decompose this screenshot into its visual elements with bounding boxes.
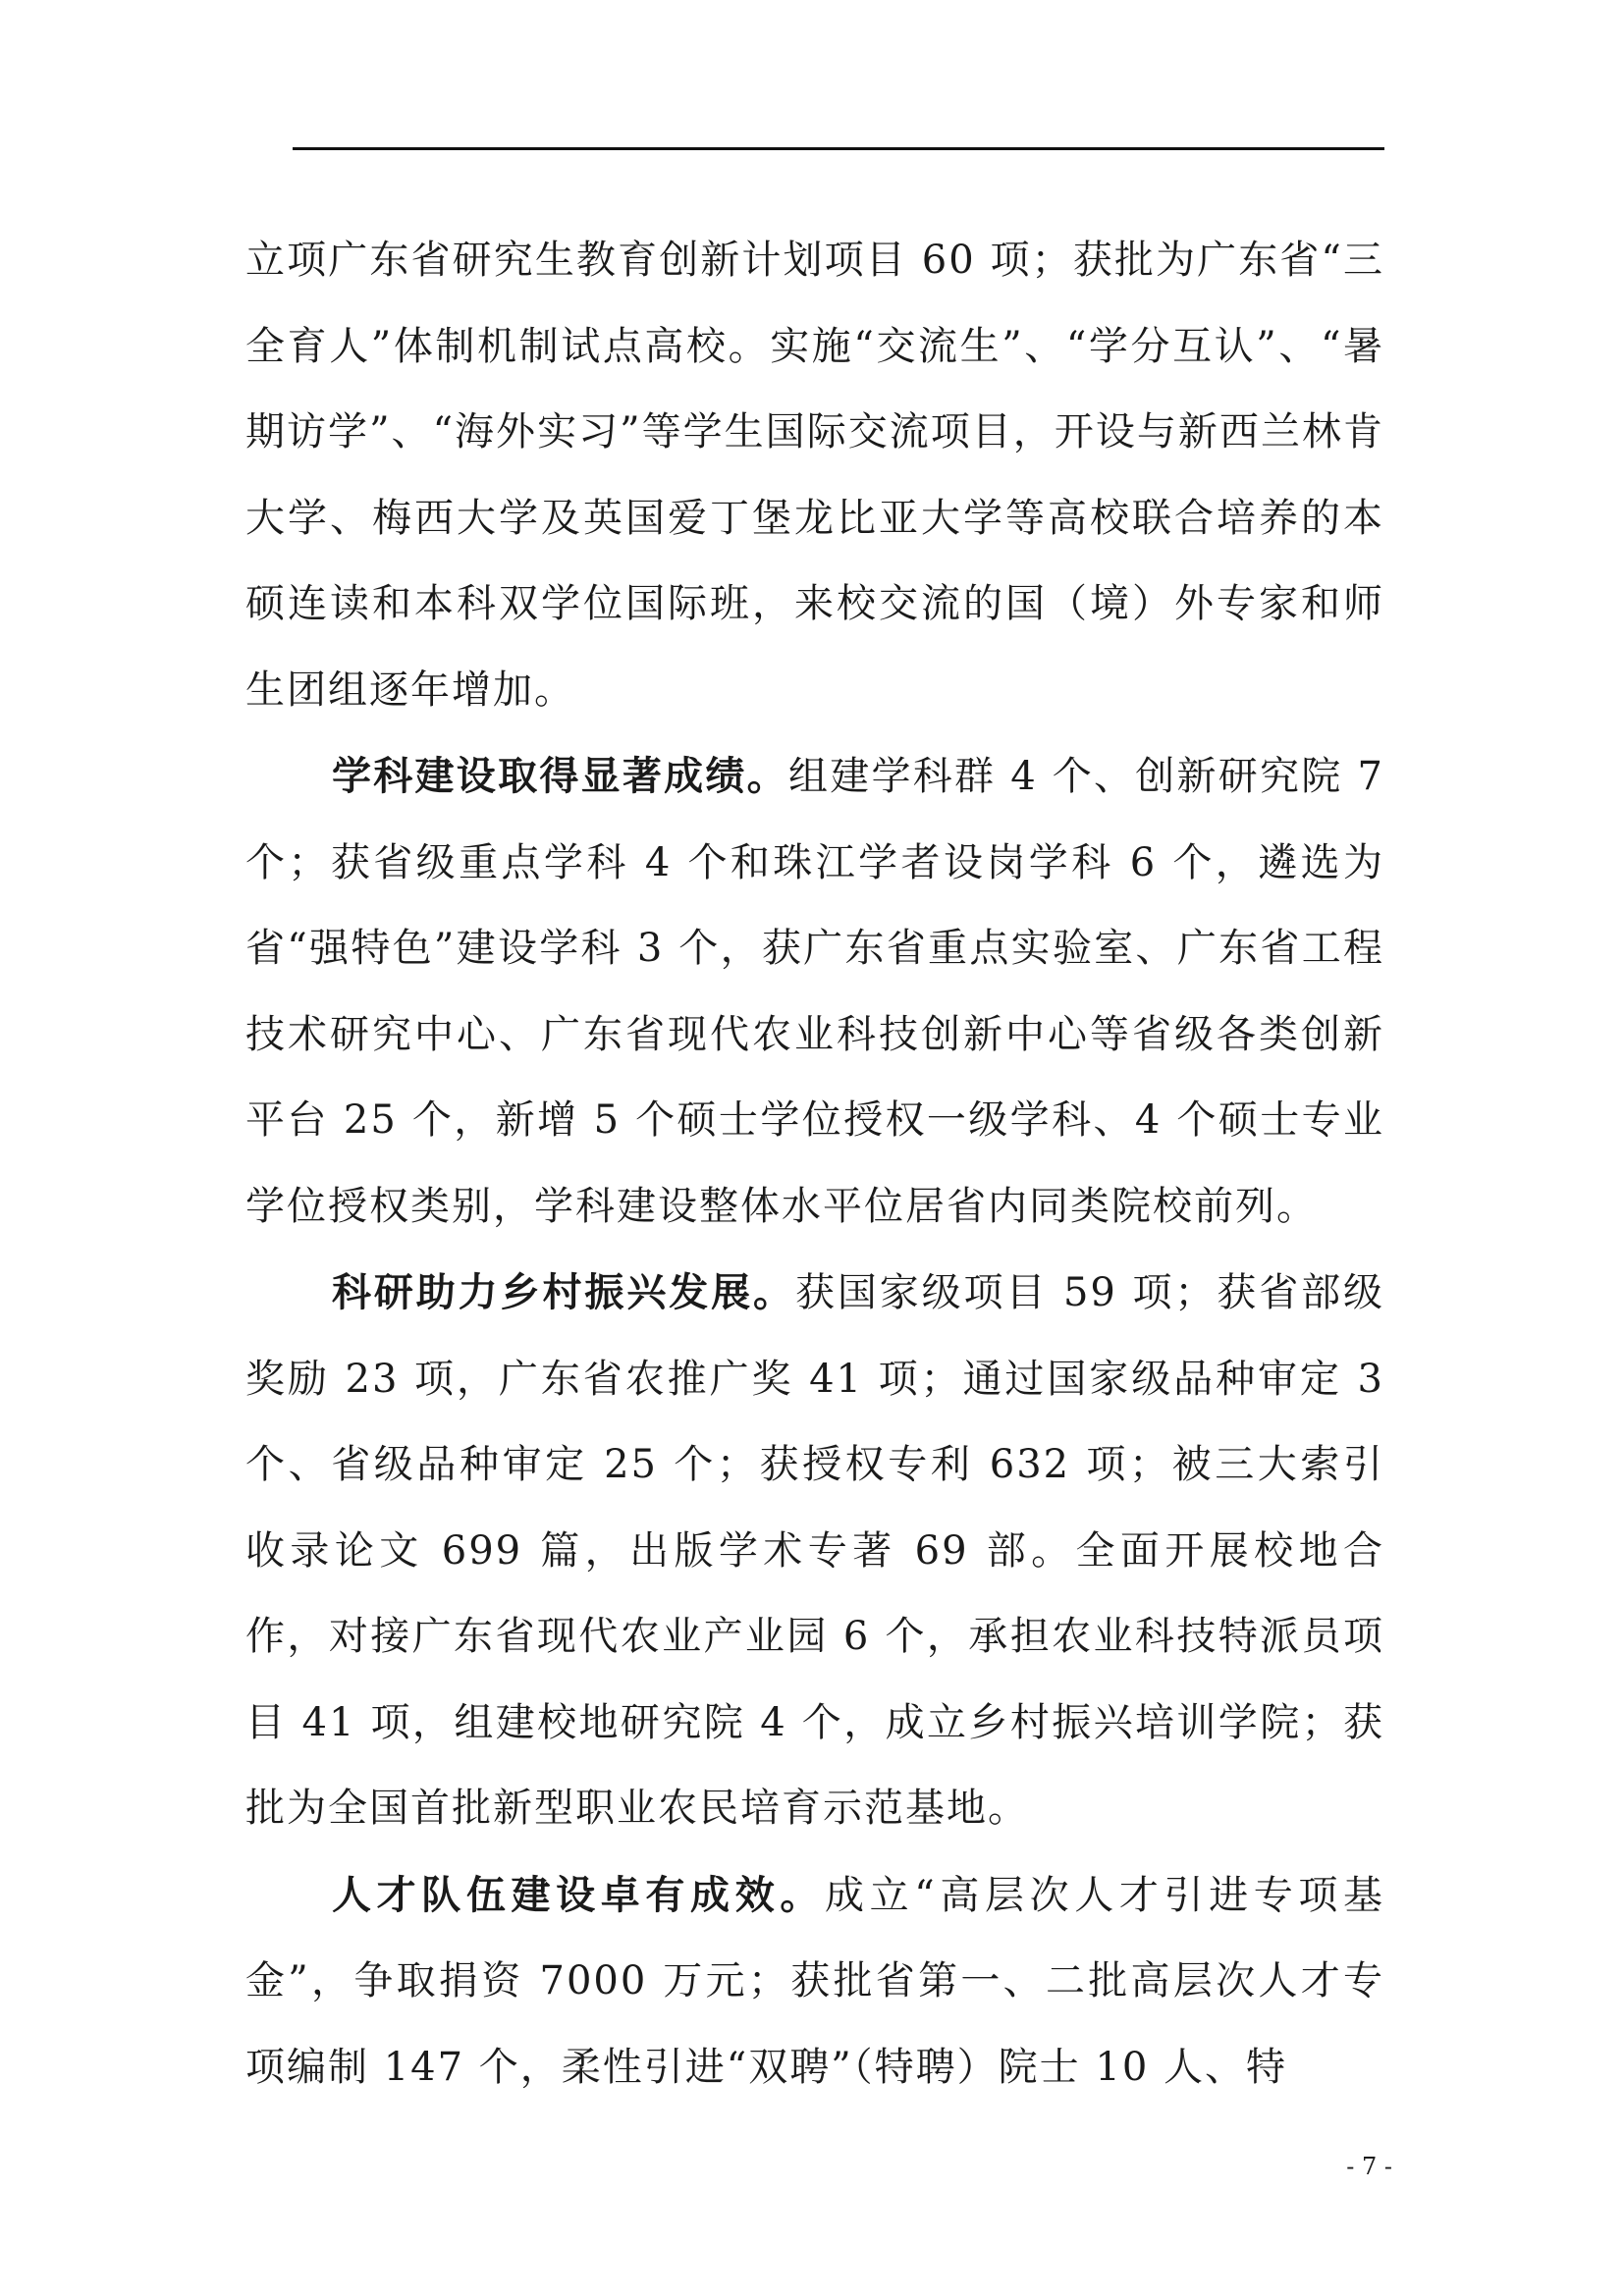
paragraph-lead: 人才队伍建设卓有成效。 bbox=[332, 1871, 825, 1918]
paragraph-text: 获国家级项目 59 项；获省部级奖励 23 项，广东省农推广奖 41 项；通过国家级品种审定 3 个、省级品种审定 25 个；获授权专利 632 项；被三大索引收录论文 699 篇，出版学术专著 69 部。全面开展校地合作，对接广东省现代农业产业园 6 个，承担农业科技特派员项目 41 项，组建校地研究院 4 个，成立乡村振兴培训学院；获批为全国首批新型职业农民培育示范基地。 bbox=[245, 1270, 1385, 1831]
document-body bbox=[245, 218, 1384, 2110]
paragraph-lead: 科研助力乡村振兴发展。 bbox=[332, 1269, 795, 1315]
paragraph-text: 成立“高层次人才引进专项基金”，争取捐资 7000 万元；获批省第一、二批高层次人才专项编制 147 个，柔性引进“双聘”（特聘）院士 10 人、特 bbox=[245, 1872, 1385, 2090]
paragraph-research-rural-revitalization bbox=[245, 1250, 1384, 1852]
paragraph-discipline-construction bbox=[245, 733, 1384, 1250]
paragraph-lead: 学科建设取得显著成绩。 bbox=[332, 753, 788, 799]
page-number: - 7 - bbox=[1346, 2153, 1392, 2180]
paragraph-talent-team bbox=[245, 1852, 1384, 2111]
header-rule bbox=[293, 147, 1384, 150]
paragraph-continuation bbox=[245, 218, 1384, 733]
paragraph-text: 立项广东省研究生教育创新计划项目 60 项；获批为广东省“三全育人”体制机制试点高校。实施“交流生”、“学分互认”、“暑期访学”、“海外实习”等学生国际交流项目，开设与新西兰林肯大学、梅西大学及英国爱丁堡龙比亚大学等高校联合培养的本硕连读和本科双学位国际班，来校交流的国（境）外专家和师生团组逐年增加。 bbox=[245, 238, 1384, 713]
paragraph-text: 组建学科群 4 个、创新研究院 7 个；获省级重点学科 4 个和珠江学者设岗学科 6 个，遴选为省“强特色”建设学科 3 个，获广东省重点实验室、广东省工程技术研究中心、广东省现代农业科技创新中心等省级各类创新平台 25 个，新增 5 个硕士学位授权一级学科、4 个硕士专业学位授权类别，学科建设整体水平位居省内同类院校前列。 bbox=[245, 754, 1385, 1229]
